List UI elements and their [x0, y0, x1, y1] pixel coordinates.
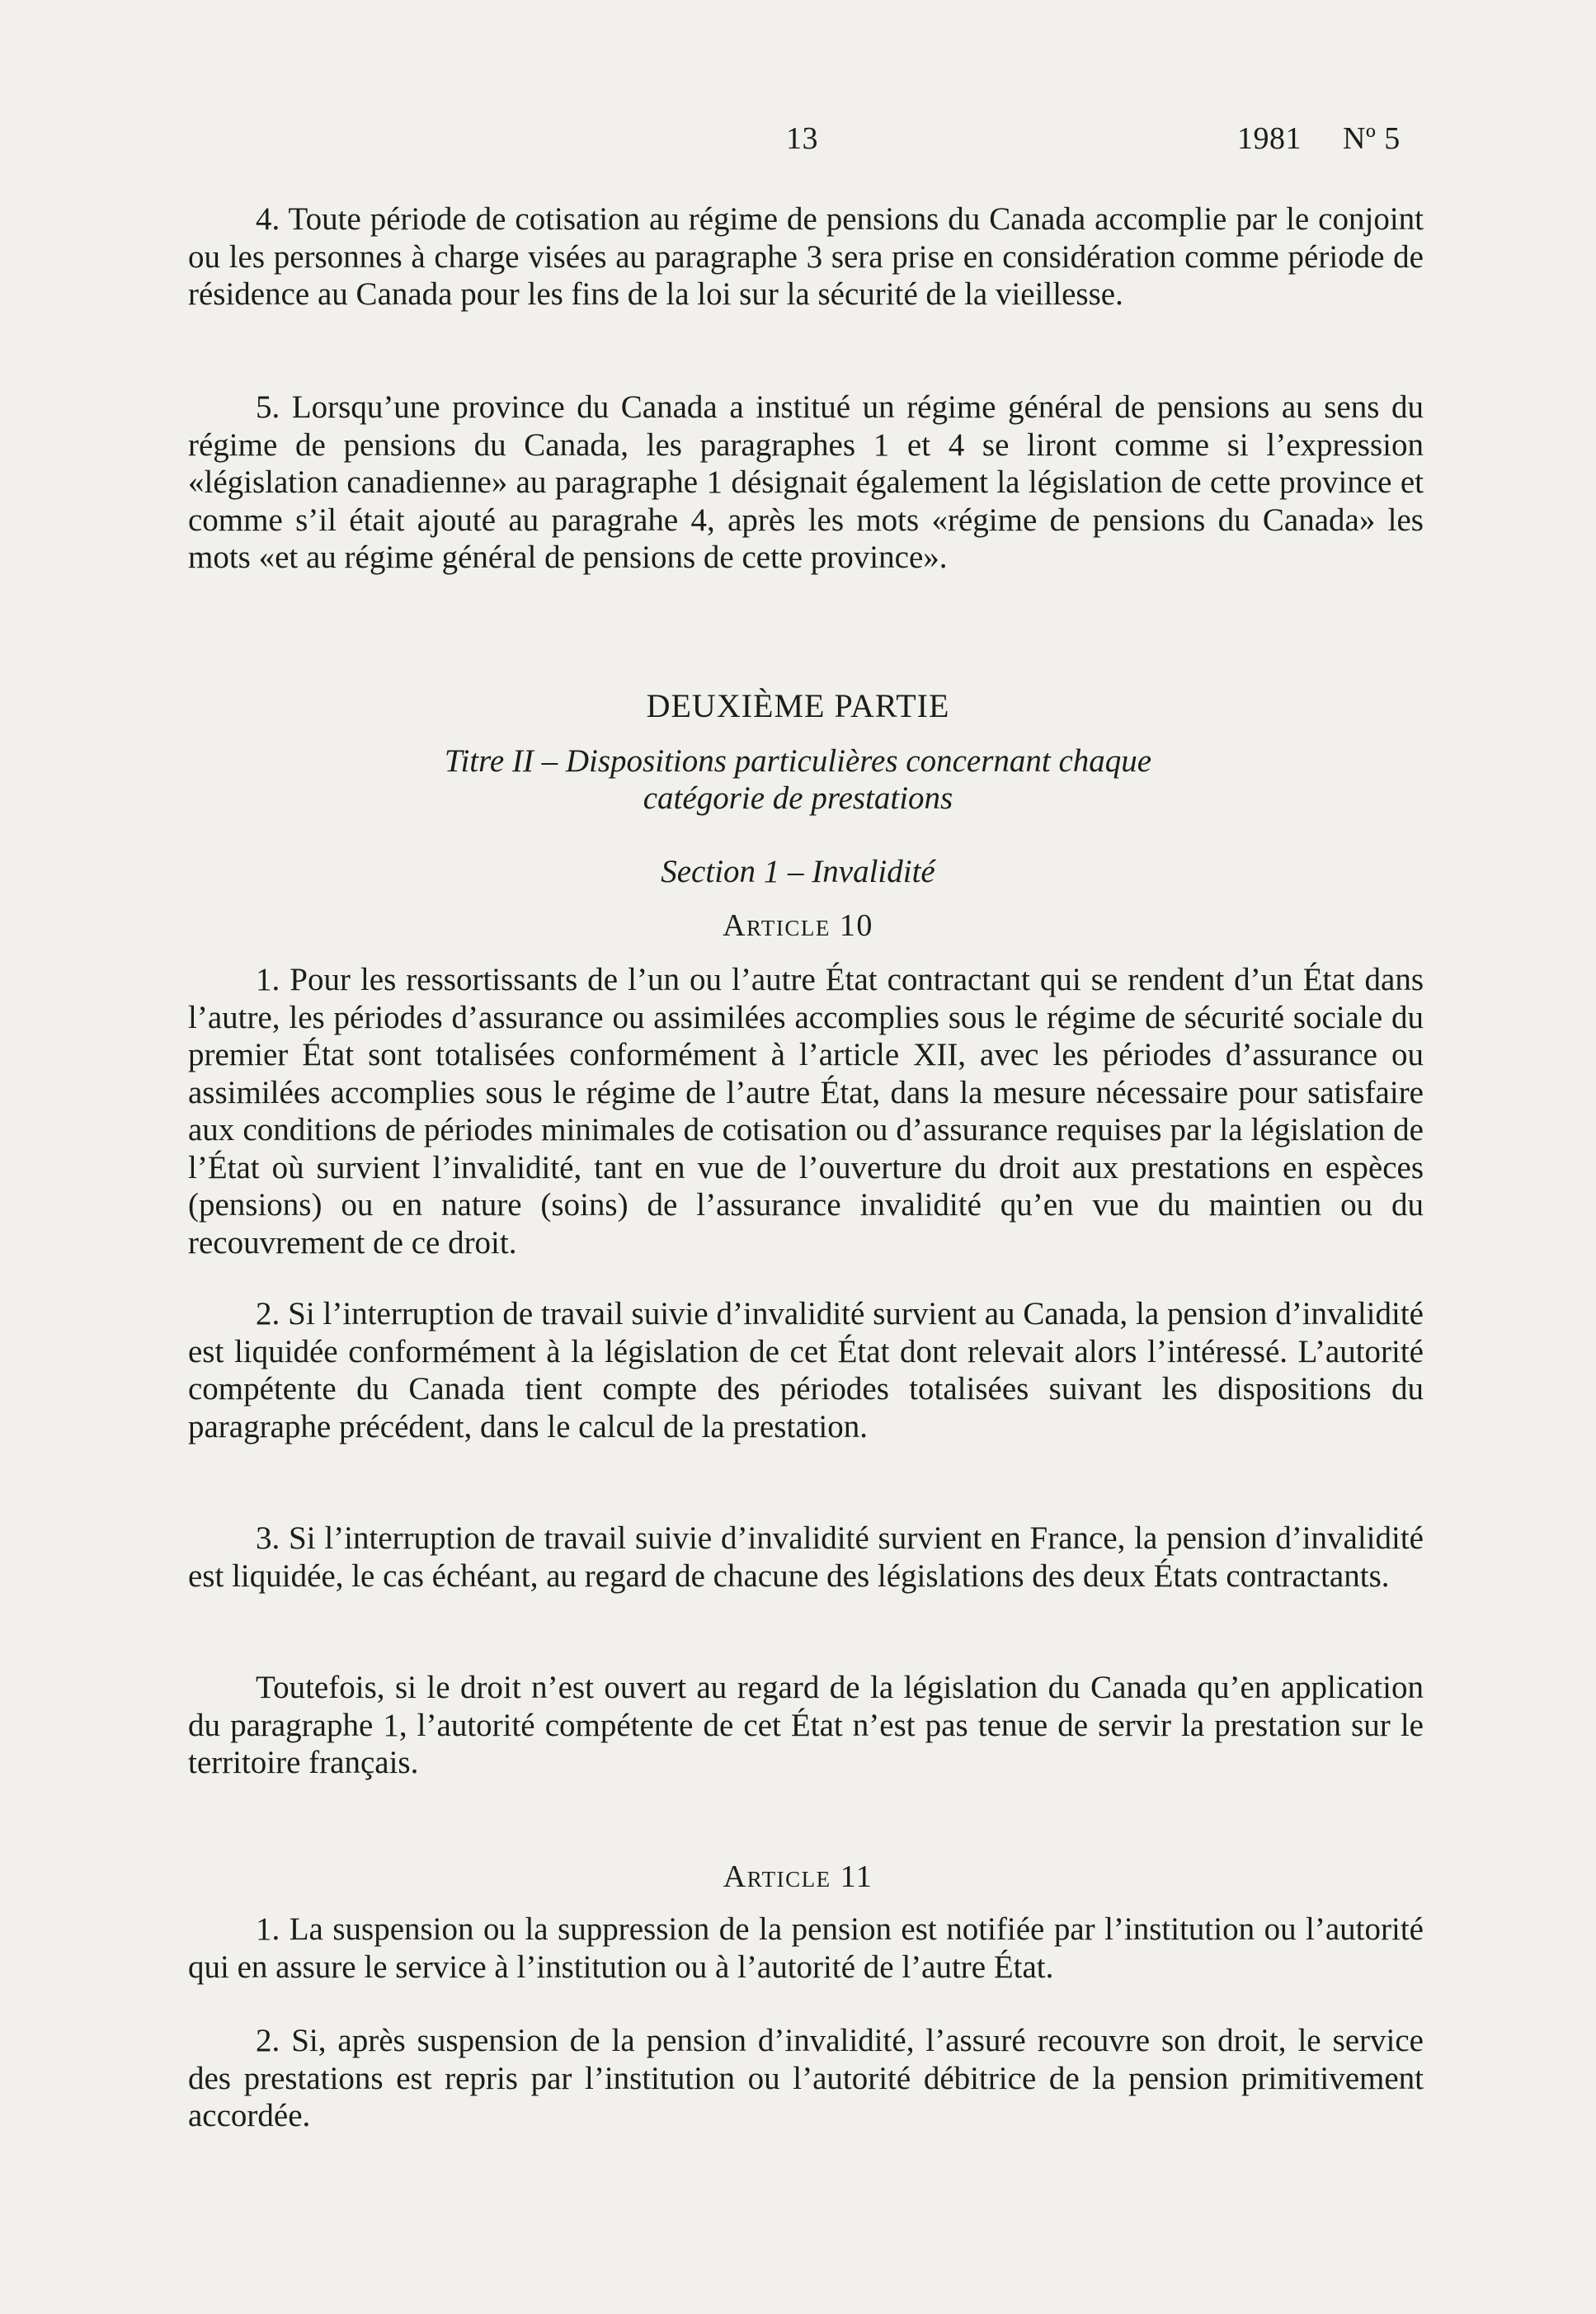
paragraph-text: 3. Si l’interruption de travail suivie d’invalidité survient en France, la pension d’invalidité est liquidée, le cas échéant, au regard de chacune des législations des deux États contractants. — [188, 1520, 1424, 1594]
header-number: Nº 5 — [1343, 121, 1401, 156]
article-10-paragraph-2 — [188, 1295, 1424, 1445]
paragraph-text: Toutefois, si le droit n’est ouvert au regard de la législation du Canada qu’en application du paragraphe 1, l’autorité compétente de cet État n’est pas tenue de servir la prestation sur le territoire français. — [188, 1670, 1424, 1780]
paragraph-text: 4. Toute période de cotisation au régime de pensions du Canada accomplie par le conjoint ou les personnes à charge visées au paragraphe 3 sera prise en considération comme période de résidence au Canada pour les fins de la loi sur la sécurité de la vieillesse. — [188, 201, 1424, 312]
article-11-paragraph-2 — [188, 2022, 1424, 2135]
article-10-heading: Article 10 — [723, 908, 873, 943]
article-11-heading: Article 11 — [723, 1859, 873, 1894]
paragraph-text: 2. Si l’interruption de travail suivie d’invalidité survient au Canada, la pension d’invalidité est liquidée conformément à la législation de cet État dont relevait alors l’intéressé. L’autorité compétente du Canada tient compte des périodes totalisées suivant les dispositions du paragraphe précédent, dans le calcul de la prestation. — [188, 1296, 1424, 1444]
titre-line-2: catégorie de prestations — [643, 780, 953, 816]
article-11-paragraph-1 — [188, 1911, 1424, 1986]
article-10-paragraph-4 — [188, 1669, 1424, 1782]
titre-line-1: Titre II – Dispositions particulières concernant chaque — [444, 743, 1152, 779]
article-10-paragraph-3 — [188, 1520, 1424, 1595]
paragraph-5 — [188, 389, 1424, 577]
paragraph-text: 2. Si, après suspension de la pension d’invalidité, l’assuré recouvre son droit, le service des prestations est repris par l’institution ou l’autorité débitrice de la pension primitivement accordée. — [188, 2023, 1424, 2133]
section-title: Section 1 – Invalidité — [661, 854, 935, 889]
paragraph-text: 1. La suspension ou la suppression de la pension est notifiée par l’institution ou l’autorité qui en assure le service à l’institution ou à l’autorité de l’autre État. — [188, 1911, 1424, 1985]
page-number: 13 — [786, 121, 818, 156]
part-title: DEUXIÈME PARTIE — [646, 687, 950, 724]
paragraph-4 — [188, 200, 1424, 313]
article-10-paragraph-1 — [188, 961, 1424, 1261]
header-year: 1981 — [1237, 121, 1302, 156]
paragraph-text: 1. Pour les ressortissants de l’un ou l’autre État contractant qui se rendent d’un État dans l’autre, les périodes d’assurance ou assimilées accomplies sous le régime de sécurité sociale du premier État sont totalisées conformément à l’article XII, avec les périodes d’assurance ou assimilées accomplies sous le régime de l’autre État, dans la mesure nécessaire pour satisfaire aux conditions de périodes minimales de cotisation ou d’assurance requises par la législation de l’État où survient l’invalidité, tant en vue de l’ouverture du droit aux prestations en espèces (pensions) ou en nature (soins) de l’assurance invalidité qu’en vue du maintien ou du recouvrement de ce droit. — [188, 962, 1424, 1261]
paragraph-text: 5. Lorsqu’une province du Canada a institué un régime général de pensions au sens du régime de pensions du Canada, les paragraphes 1 et 4 se liront comme si l’expression «législation canadienne» au paragraphe 1 désignait également la législation de cette province et comme s’il était ajouté au paragrahe 4, après les mots «régime de pensions du Canada» les mots «et au régime général de pensions de cette province». — [188, 389, 1424, 575]
